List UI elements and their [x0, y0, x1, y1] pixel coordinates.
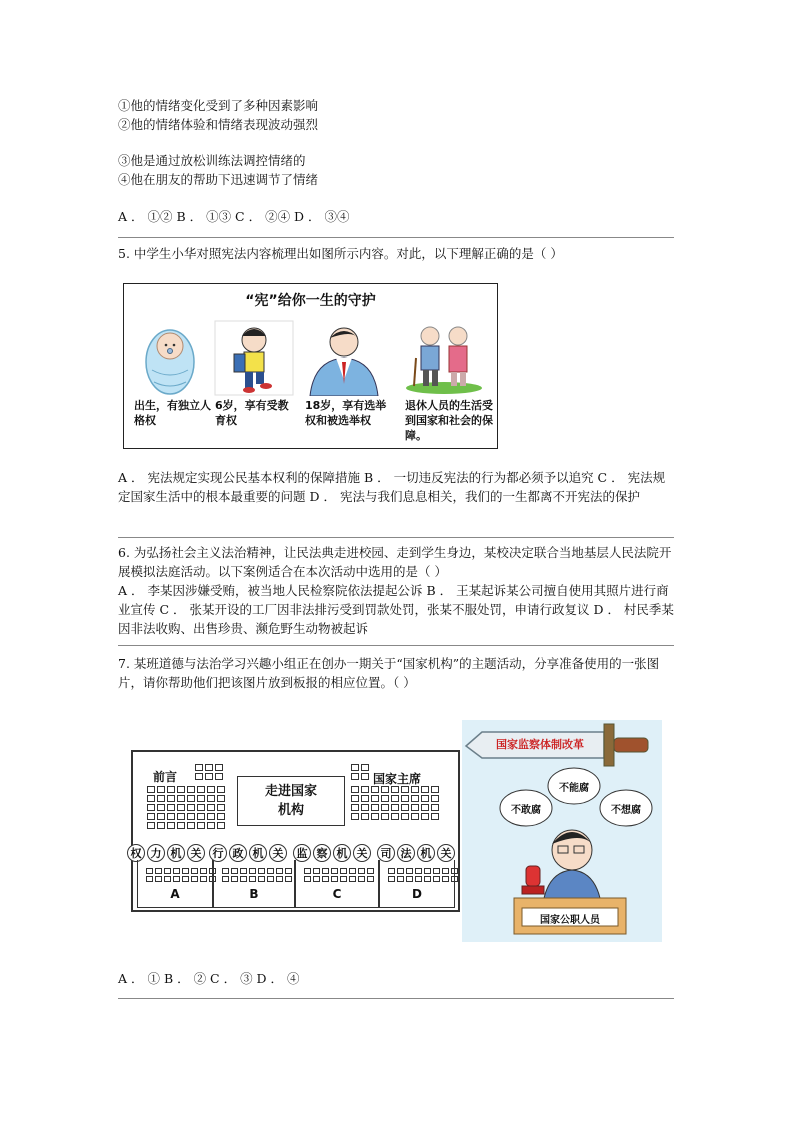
- divider: [118, 537, 674, 538]
- slot-label: A: [170, 887, 180, 901]
- caption-retired: 退休人员的生活受到国家和社会的保障。: [405, 399, 493, 442]
- char: 机: [249, 844, 267, 862]
- divider: [118, 645, 674, 646]
- q5-figure: [123, 283, 498, 449]
- cartoon-artwork: [462, 720, 662, 942]
- q5-stem: 5. 中学生小华对照宪法内容梳理出如图所示内容。对此，以下理解正确的是（ ）: [118, 246, 563, 261]
- caption-age-6: 6岁，享有受教育权: [215, 399, 289, 427]
- baby-illustration: [132, 320, 212, 396]
- q6-stem: 6. 为弘扬社会主义法治精神，让民法典走进校园、走到学生身边，某校决定联合当地基层人民法院开展模拟法庭活动。以下案例适合在本次活动中选用的是（ ）: [118, 545, 672, 579]
- q4-option-2: ②他的情绪体验和情绪表现波动强烈: [118, 117, 319, 132]
- char: 法: [397, 844, 415, 862]
- center-title-box: [237, 776, 345, 826]
- char: 行: [209, 844, 227, 862]
- q5-answer-choices: A ． 宪法规定实现公民基本权利的保障措施 B ． 一切违反宪法的行为都必须予以追究 C ． 宪法规定国家生活中的根本最重要的问题 D ． 宪法与我们息息相关，我们的一生都离不开宪法的保护: [118, 470, 666, 504]
- char: 司: [377, 844, 395, 862]
- char: 机: [417, 844, 435, 862]
- slot-a: [137, 860, 213, 908]
- bubble-dare-not: 不敢腐: [511, 805, 541, 816]
- char: 机: [167, 844, 185, 862]
- char: 察: [313, 844, 331, 862]
- slot-label: D: [412, 887, 422, 901]
- slot-b: [213, 860, 295, 908]
- char: 政: [229, 844, 247, 862]
- desk-label: 国家公职人员: [540, 915, 600, 926]
- q7-answer-choices: A ． ① B ． ② C ． ③ D ． ④: [118, 971, 300, 986]
- text-grid: [195, 764, 223, 780]
- q5-figure-title: “宪”给你一生的守护: [245, 293, 376, 309]
- center-title: 走进国家机构: [264, 784, 317, 818]
- char: 力: [147, 844, 165, 862]
- text-grid: [351, 786, 439, 820]
- divider: [118, 237, 674, 238]
- divider: [118, 998, 674, 999]
- q4-option-3: ③他是通过放松训练法调控情绪的: [118, 153, 306, 168]
- preface-label: 前言: [153, 770, 178, 784]
- char: 关: [437, 844, 455, 862]
- q4-option-4: ④他在朋友的帮助下迅速调节了情绪: [118, 172, 319, 187]
- text-grid: [147, 786, 225, 829]
- bubble-want-not: 不想腐: [611, 805, 641, 816]
- caption-birth: 出生，有独立人格权: [134, 399, 211, 427]
- sword-label: 国家监察体制改革: [496, 738, 584, 751]
- q7-stem: 7. 某班道德与法治学习兴趣小组正在创办一期关于“国家机构”的主题活动，分享准备使用的一张图片，请你帮助他们把该图片放到板报的相应位置。（ ）: [118, 656, 660, 690]
- char: 机: [333, 844, 351, 862]
- slot-c: [295, 860, 379, 908]
- caption-age-18: 18岁，享有选举权和被选举权: [305, 399, 387, 427]
- slot-label: B: [249, 887, 259, 901]
- man-in-suit-illustration: [304, 320, 384, 396]
- bubble-cannot: 不能腐: [559, 783, 589, 794]
- elderly-couple-illustration: [404, 320, 484, 396]
- supervision-reform-cartoon: [462, 720, 662, 942]
- char: 关: [269, 844, 287, 862]
- president-label: 国家主席: [373, 772, 422, 786]
- char: 权: [127, 844, 145, 862]
- text-grid: [351, 764, 369, 780]
- slot-label: C: [332, 887, 342, 901]
- q6-answer-choices: A ． 李某因涉嫌受贿，被当地人民检察院依法提起公诉 B ． 王某起诉某公司擅自使用其照片进行商业宣传 C ． 张某开设的工厂因非法排污受到罚款处罚，张某不服处罚，申请行政复议 D ． 村民季某因非法收购、出售珍贵、濒危野生动物被起诉: [118, 583, 674, 636]
- char: 关: [187, 844, 205, 862]
- slot-d: [379, 860, 455, 908]
- char: 关: [353, 844, 371, 862]
- schoolboy-illustration: [214, 320, 294, 396]
- char: 监: [293, 844, 311, 862]
- blackboard-layout: [131, 750, 460, 912]
- q4-option-1: ①他的情绪变化受到了多种因素影响: [118, 98, 319, 113]
- q4-answer-choices: A ． ①② B ． ①③ C ． ②④ D ． ③④: [118, 209, 350, 224]
